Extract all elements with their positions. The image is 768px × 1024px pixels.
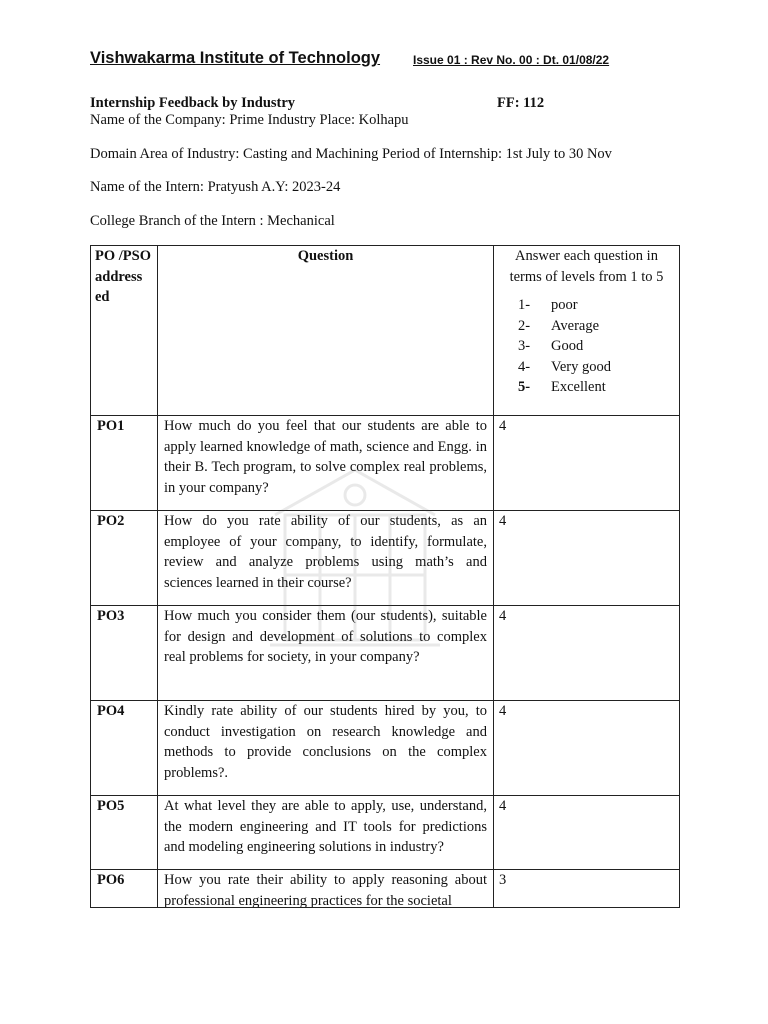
answer-value: 4: [494, 511, 680, 606]
question-text: How do you rate ability of our students, as an employee of your company, to identify, formulate, review and analyze problems using math’s and sciences learned in their course?: [158, 511, 494, 606]
level-label: Excellent: [551, 379, 606, 395]
table-header-row: [91, 246, 680, 416]
po-column-header: PO /PSO address ed: [91, 246, 158, 416]
table-row: [91, 606, 680, 701]
table-row: [91, 796, 680, 870]
answer-instruction: Answer each question in terms of levels from 1 to 5: [509, 248, 664, 285]
level-item: [518, 357, 675, 378]
level-number: 3-: [518, 338, 531, 354]
level-item: [518, 295, 675, 316]
answer-column-header: [494, 246, 680, 416]
question-text: Kindly rate ability of our students hired by you, to conduct investigation on research knowledge and methods to provide conclusions on the complex problems?.: [158, 701, 494, 796]
domain-line: Domain Area of Industry: Casting and Machining Period of Internship: 1st July to 30 Nov: [90, 146, 612, 162]
document-header: [90, 49, 690, 71]
question-text: At what level they are able to apply, use, understand, the modern engineering and IT tools for predictions and modeling engineering solutions in industry?: [158, 796, 494, 870]
feedback-table: [90, 245, 680, 908]
po-code: PO6: [91, 870, 158, 908]
table-row: [91, 701, 680, 796]
answer-value: 4: [494, 701, 680, 796]
level-number: 4-: [518, 358, 531, 375]
intern-line: Name of the Intern: Pratyush A.Y: 2023-24: [90, 179, 341, 195]
level-label: Good: [551, 338, 584, 354]
level-label: Average: [551, 317, 600, 334]
question-cell: [158, 870, 494, 908]
po-code: PO1: [91, 416, 158, 511]
level-scale-list: [498, 295, 675, 398]
form-code: FF: 112: [497, 95, 545, 111]
level-number: 2-: [518, 317, 531, 334]
company-line: Name of the Company: Prime Industry Place: Kolhapu: [90, 112, 409, 128]
answer-value: 4: [494, 796, 680, 870]
question-text: How much do you feel that our students are able to apply learned knowledge of math, science and Engg. in their B. Tech program, to solve complex real problems, in your company?: [158, 416, 494, 511]
level-item: [518, 377, 675, 398]
issue-revision: Issue 01 : Rev No. 00 : Dt. 01/08/22: [413, 53, 610, 67]
form-title: Internship Feedback by Industry: [90, 95, 296, 111]
po-code: PO2: [91, 511, 158, 606]
level-label: Very good: [551, 358, 612, 375]
question-text: How you rate their ability to apply reasoning about professional engineering practices for the societal: [164, 872, 487, 907]
answer-value: 3: [494, 870, 680, 908]
level-number: 5-: [518, 379, 531, 395]
level-number: 1-: [518, 297, 531, 313]
question-column-header: Question: [158, 246, 494, 416]
level-item: [518, 316, 675, 337]
level-item: [518, 336, 675, 357]
table-row: [91, 416, 680, 511]
po-code: PO3: [91, 606, 158, 701]
branch-line: College Branch of the Intern : Mechanical: [90, 213, 335, 229]
table-row: [91, 870, 680, 908]
level-label: poor: [551, 297, 578, 313]
answer-value: 4: [494, 606, 680, 701]
po-code: PO5: [91, 796, 158, 870]
answer-value: 4: [494, 416, 680, 511]
institute-name: Vishwakarma Institute of Technology: [90, 49, 381, 67]
question-text: How much you consider them (our students), suitable for design and development of solutions to complex real problems for society, in your company?: [158, 606, 494, 701]
table-row: [91, 511, 680, 606]
po-code: PO4: [91, 701, 158, 796]
